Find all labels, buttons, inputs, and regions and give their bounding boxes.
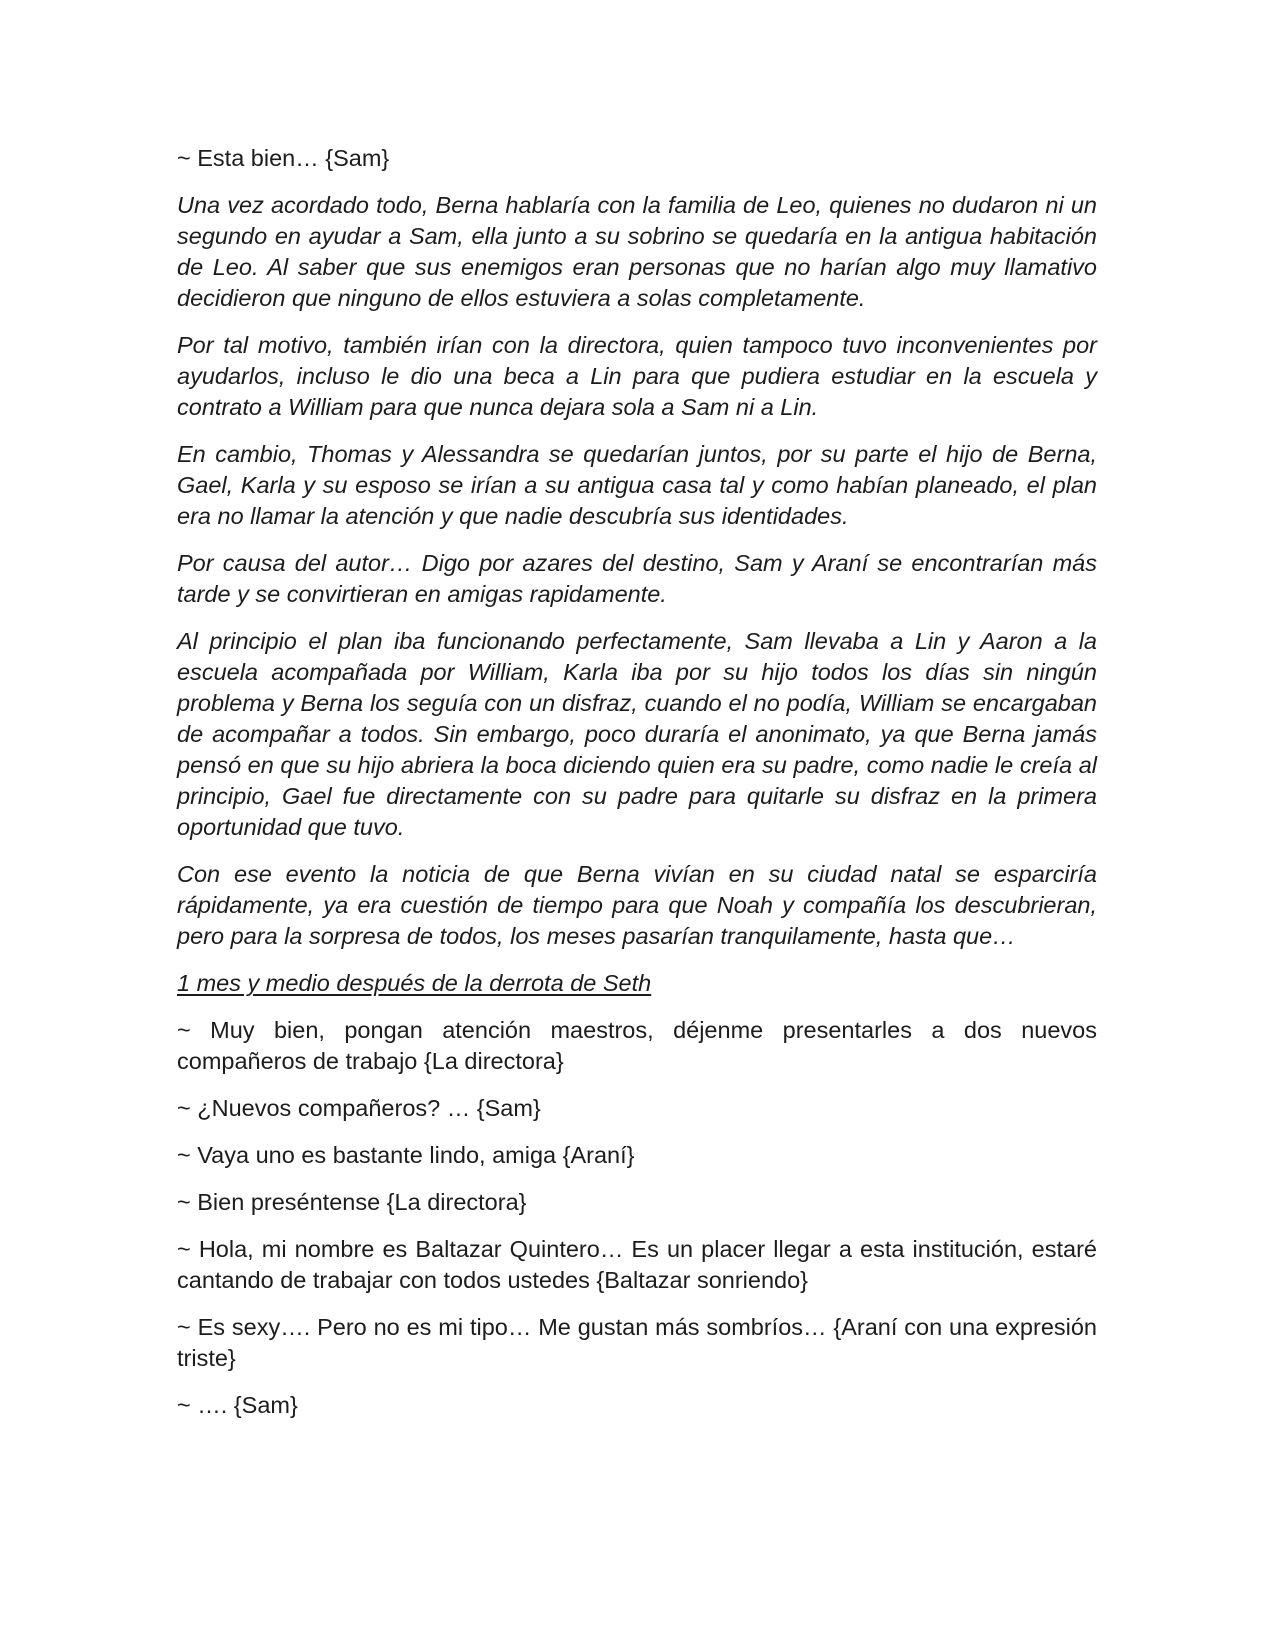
dialogue-line: ~ Bien preséntense {La directora} — [177, 1189, 527, 1215]
narration-paragraph: Una vez acordado todo, Berna hablaría con la familia de Leo, quienes no dudaron ni un segundo en ayudar a Sam, ella junto a su sobrino se quedaría en la antigua habitación de Leo. Al saber que sus enemigos eran personas que no harían algo muy llamativo decidieron que ninguno de ellos estuviera a solas completamente. — [177, 192, 1097, 311]
dialogue-line: ~ Esta bien… {Sam} — [177, 145, 390, 171]
narration-paragraph: Por tal motivo, también irían con la directora, quien tampoco tuvo inconvenientes por ayudarlos, incluso le dio una beca a Lin para que pudiera estudiar en la escuela y contrato a William para que nunca dejara sola a Sam ni a Lin. — [177, 332, 1097, 420]
narration-paragraph: Con ese evento la noticia de que Berna vivían en su ciudad natal se esparciría rápidamente, ya era cuestión de tiempo para que Noah y compañía los descubrieran, pero para la sorpresa de todos, los meses pasarían tranquilamente, hasta que… — [177, 861, 1097, 949]
dialogue-line: ~ Muy bien, pongan atención maestros, déjenme presentarles a dos nuevos compañeros de trabajo {La directora} — [177, 1017, 1097, 1074]
dialogue-line: ~ Vaya uno es bastante lindo, amiga {Araní} — [177, 1142, 635, 1168]
document-body — [177, 143, 1097, 1437]
dialogue-line: ~ Es sexy…. Pero no es mi tipo… Me gustan más sombríos… {Araní con una expresión triste} — [177, 1314, 1097, 1371]
narration-paragraph: Por causa del autor… Digo por azares del destino, Sam y Araní se encontrarían más tarde y se convirtieran en amigas rapidamente. — [177, 550, 1097, 607]
dialogue-line: ~ ¿Nuevos compañeros? … {Sam} — [177, 1095, 541, 1121]
section-heading: 1 mes y medio después de la derrota de Seth — [177, 970, 652, 996]
narration-paragraph: Al principio el plan iba funcionando perfectamente, Sam llevaba a Lin y Aaron a la escuela acompañada por William, Karla iba por su hijo todos los días sin ningún problema y Berna los seguía con un disfraz, cuando el no podía, William se encargaban de acompañar a todos. Sin embargo, poco duraría el anonimato, ya que Berna jamás pensó en que su hijo abriera la boca diciendo quien era su padre, como nadie le creía al principio, Gael fue directamente con su padre para quitarle su disfraz en la primera oportunidad que tuvo. — [177, 628, 1097, 840]
narration-paragraph: En cambio, Thomas y Alessandra se quedarían juntos, por su parte el hijo de Berna, Gael, Karla y su esposo se irían a su antigua casa tal y como habían planeado, el plan era no llamar la atención y que nadie descubría sus identidades. — [177, 441, 1097, 529]
dialogue-line: ~ …. {Sam} — [177, 1392, 298, 1418]
dialogue-line: ~ Hola, mi nombre es Baltazar Quintero… Es un placer llegar a esta institución, estaré cantando de trabajar con todos ustedes {Baltazar sonriendo} — [177, 1236, 1097, 1293]
